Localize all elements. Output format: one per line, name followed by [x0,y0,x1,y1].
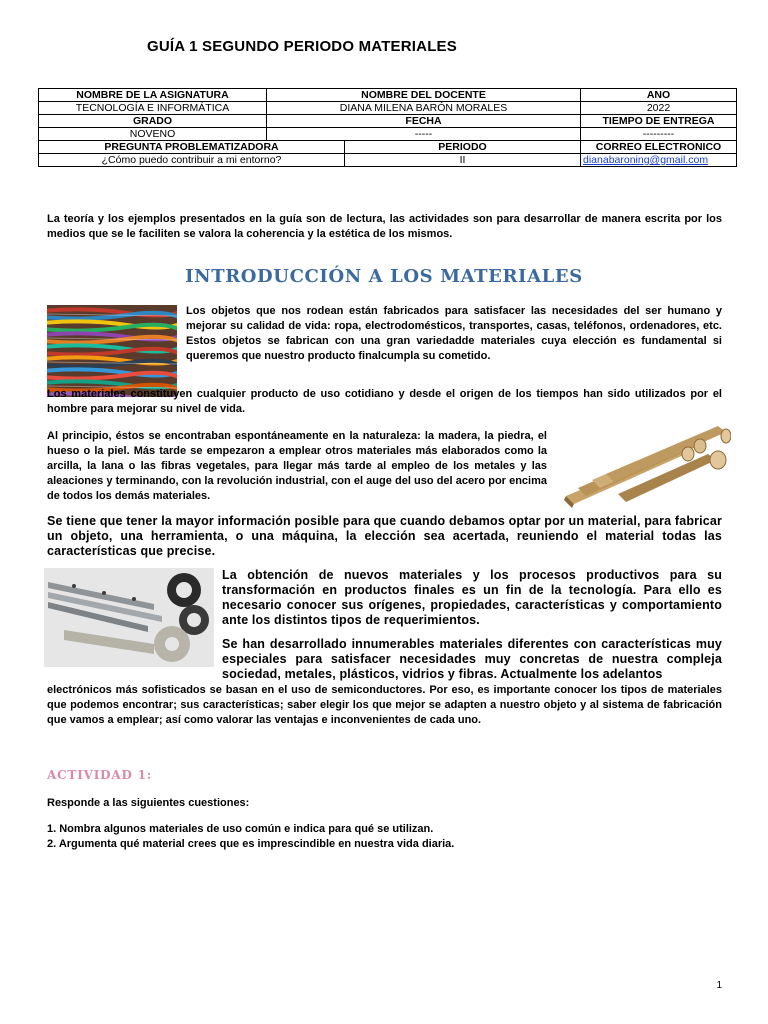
activity-heading: ACTIVIDAD 1: [47,768,153,782]
table-cell: TECNOLOGÍA E INFORMÁTICA [39,102,267,115]
paragraph-6: Se han desarrollado innumerables materiales diferentes con características muy especiales para satisfacer necesidades muy concretas de nuestra compleja sociedad, metales, plásticos, vidrios y fibras. Actualmente los adelantos [222,637,722,681]
table-cell: PERIODO [345,141,581,154]
paragraph-3: Al principio, éstos se encontraban espontáneamente en la naturaleza: la madera, la piedra, el hueso o la piel. Más tarde se empezaron a emplear otros materiales más elaborados como la arcilla, la lana o las fibras vegetales, para llegar más tarde al empleo de los metales y las aleaciones y terminando, con la revolución industrial, con el auge del uso del acero por encima de todos los demás materiales. [47,430,547,502]
table-row [39,89,737,102]
table-row [39,115,737,128]
document-title: GUÍA 1 SEGUNDO PERIODO MATERIALES [147,38,457,55]
table-cell: NOMBRE DEL DOCENTE [267,89,581,102]
page-number: 1 [716,980,722,991]
info-table [38,88,737,167]
metal-parts-image [44,568,214,667]
table-cell: DIANA MILENA BARÓN MORALES [267,102,581,115]
paragraph-1: Los objetos que nos rodean están fabricados para satisfacer las necesidades del ser humano y mejorar su calidad de vida: ropa, electrodomésticos, transportes, casas, teléfonos, ordenadores, etc. Estos objetos se fabrican con una gran variedadde materiales cuya elección es fundamental si queremos que nuestro producto finalcumpla su cometido. [186,305,722,362]
table-row [39,102,737,115]
list-item: 2. Argumenta qué material crees que es imprescindible en nuestra vida diaria. [47,838,455,850]
paragraph-4: Se tiene que tener la mayor información posible para que cuando debamos optar por un material, para fabricar un objeto, una herramienta, o una máquina, la elección sea acertada, reuniendo el material todas las características que precise. [47,514,722,558]
wood-beams-image [558,418,731,510]
table-cell: 2022 [581,102,737,115]
intro-note: La teoría y los ejemplos presentados en la guía son de lectura, las actividades son para desarrollar de manera escrita por los medios que se le faciliten se valora la coherencia y la estética de los mismos. [47,213,722,240]
table-cell: GRADO [39,115,267,128]
table-cell: --------- [581,128,737,141]
section-heading: INTRODUCCIÓN A LOS MATERIALES [185,266,583,287]
table-cell: TIEMPO DE ENTREGA [581,115,737,128]
paragraph-2: Los materiales constituyen cualquier producto de uso cotidiano y desde el origen de los tiempos han sido utilizados por el hombre para mejorar su nivel de vida. [47,388,722,415]
table-row [39,128,737,141]
table-cell: PREGUNTA PROBLEMATIZADORA [39,141,345,154]
email-link[interactable]: dianabaroning@gmail.com [581,154,737,167]
table-cell: NOMBRE DE LA ASIGNATURA [39,89,267,102]
table-cell: CORREO ELECTRONICO [581,141,737,154]
table-cell: FECHA [267,115,581,128]
list-item: 1. Nombra algunos materiales de uso común e indica para qué se utilizan. [47,823,434,835]
table-cell: ----- [267,128,581,141]
table-row [39,154,737,167]
paragraph-6-continued: electrónicos más sofisticados se basan en el uso de semiconductores. Por eso, es importante conocer los tipos de materiales que podemos encontrar; sus características; saber elegir los que mejor se adapten a nuestro objeto y al sistema de fabricación que vamos a emplear; así como valorar las ventajas e inconvenientes de cada uno. [47,684,722,726]
paragraph-5: La obtención de nuevos materiales y los procesos productivos para su transformación en productos finales es un fin de la tecnología. Para ello es necesario conocer sus orígenes, propiedades, características y comportamiento ante los distintos tipos de requerimientos. [222,568,722,627]
table-cell: II [345,154,581,167]
colored-fibers-image [47,305,177,397]
table-cell: NOVENO [39,128,267,141]
table-cell: ¿Cómo puedo contribuir a mi entorno? [39,154,345,167]
table-row [39,141,737,154]
question-list [47,822,454,852]
table-cell: ANO [581,89,737,102]
activity-instruction: Responde a las siguientes cuestiones: [47,797,250,809]
